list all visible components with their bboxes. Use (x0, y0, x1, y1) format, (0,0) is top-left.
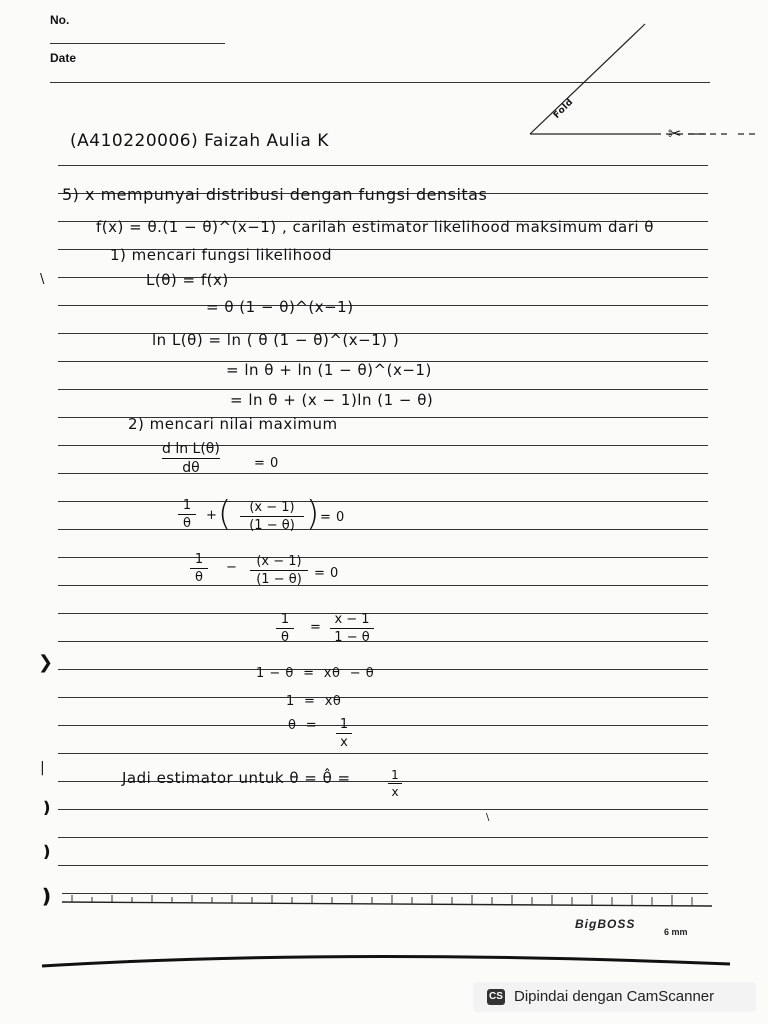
eq3-eq: = (310, 620, 322, 635)
scissors-icon: ✂ (668, 124, 682, 143)
ruled-line (58, 473, 708, 474)
eq3-a-num: 1 (280, 612, 290, 627)
ruled-line (58, 641, 708, 642)
eq5: 1 = xθ (286, 694, 342, 709)
eq1-a-den: θ (183, 516, 191, 531)
conclusion-den: x (391, 785, 399, 799)
conclusion-num: 1 (391, 768, 399, 782)
eq2-a-den: θ (195, 570, 203, 585)
ruled-line (58, 613, 708, 614)
margin-mark: ❫ (38, 884, 55, 908)
derivative-fraction (162, 441, 220, 476)
problem-line-2: f(x) = θ.(1 − θ)^(x−1) , carilah estimator likelihood maksimum dari θ (96, 218, 654, 236)
ruled-line (58, 165, 708, 166)
camscanner-icon: CS (487, 989, 505, 1005)
ruled-line (58, 669, 708, 670)
page-edge (40, 946, 740, 976)
ruled-line (58, 725, 708, 726)
eq6-frac (336, 717, 352, 750)
ruler-size: 6 mm (664, 927, 688, 937)
eq3-b-num: x − 1 (334, 612, 370, 627)
derivative-num: d ln L(θ) (162, 441, 220, 457)
ruled-line (58, 501, 708, 502)
step1-likelihood-2: = θ (1 − θ)^(x−1) (206, 298, 354, 316)
eq4: 1 − θ = xθ − θ (256, 666, 375, 681)
ruled-line (58, 865, 708, 866)
step1-log-2: = ln θ + ln (1 − θ)^(x−1) (226, 361, 432, 379)
eq2-a-num: 1 (194, 552, 204, 567)
ruled-line (58, 809, 708, 810)
ruled-line (58, 753, 708, 754)
fold-label: Fold (551, 97, 576, 121)
step1-likelihood: L(θ) = f(x) (146, 271, 229, 289)
no-line (50, 43, 225, 44)
ruled-line (58, 305, 708, 306)
margin-mark: ❯ (38, 652, 54, 673)
camscanner-text: Dipindai dengan CamScanner (514, 988, 715, 1005)
camscanner-banner (473, 982, 756, 1012)
eq2-frac-a (190, 552, 208, 585)
eq1-b-den: (1 − θ) (249, 518, 295, 533)
eq3-frac-b (330, 612, 374, 645)
eq2-b-num: (x − 1) (256, 554, 302, 569)
eq1-a-num: 1 (182, 498, 192, 513)
ruled-line (58, 529, 708, 530)
eq6-num: 1 (339, 717, 349, 732)
conclusion-frac (388, 768, 402, 799)
eq6-lhs: θ = (288, 718, 318, 733)
eq6-den: x (340, 735, 348, 750)
eq2-frac-b (250, 554, 308, 587)
step2-title: 2) mencari nilai maximum (128, 415, 338, 433)
brand-logo: BigBOSS (575, 917, 636, 931)
ruled-line (58, 389, 708, 390)
eq1-frac-b (240, 500, 304, 533)
stray-mark: \ (486, 812, 490, 823)
eq1-rhs: = 0 (320, 510, 345, 525)
ruled-line (58, 697, 708, 698)
derivative-den: dθ (182, 460, 200, 476)
eq2-b-den: (1 − θ) (256, 572, 302, 587)
eq3-b-den: 1 − θ (334, 630, 370, 645)
eq2-rhs: = 0 (314, 566, 339, 581)
student-id-name: (A410220006) Faizah Aulia K (70, 131, 329, 151)
eq1-frac-a (178, 498, 196, 531)
margin-mark: \ (40, 272, 45, 287)
ruled-line (58, 837, 708, 838)
margin-mark: ❫ (40, 842, 54, 861)
mm-ruler (62, 894, 712, 910)
eq1-open-paren: ( (218, 494, 232, 534)
ruled-line (58, 585, 708, 586)
step1-log-1: ln L(θ) = ln ( θ (1 − θ)^(x−1) ) (152, 331, 400, 349)
eq2-op: − (226, 560, 238, 575)
eq1-b-num: (x − 1) (249, 500, 295, 515)
step1-title: 1) mencari fungsi likelihood (110, 246, 333, 264)
step1-log-3: = ln θ + (x − 1)ln (1 − θ) (230, 391, 434, 409)
eq3-a-den: θ (281, 630, 289, 645)
margin-mark: ❫ (40, 798, 54, 817)
ruled-line (58, 557, 708, 558)
margin-mark: | (40, 760, 45, 776)
no-label: No. (50, 13, 70, 27)
eq3-frac-a (276, 612, 294, 645)
eq1-op: + (206, 508, 218, 523)
fold-guide (520, 18, 760, 148)
ruled-line (58, 445, 708, 446)
eq1-close-paren: ) (306, 494, 320, 534)
date-label: Date (50, 51, 77, 65)
conclusion-text: Jadi estimator untuk θ = θ̂ = (122, 769, 351, 787)
problem-line-1: 5) x mempunyai distribusi dengan fungsi densitas (62, 185, 488, 204)
derivative-rhs: = 0 (254, 456, 279, 471)
